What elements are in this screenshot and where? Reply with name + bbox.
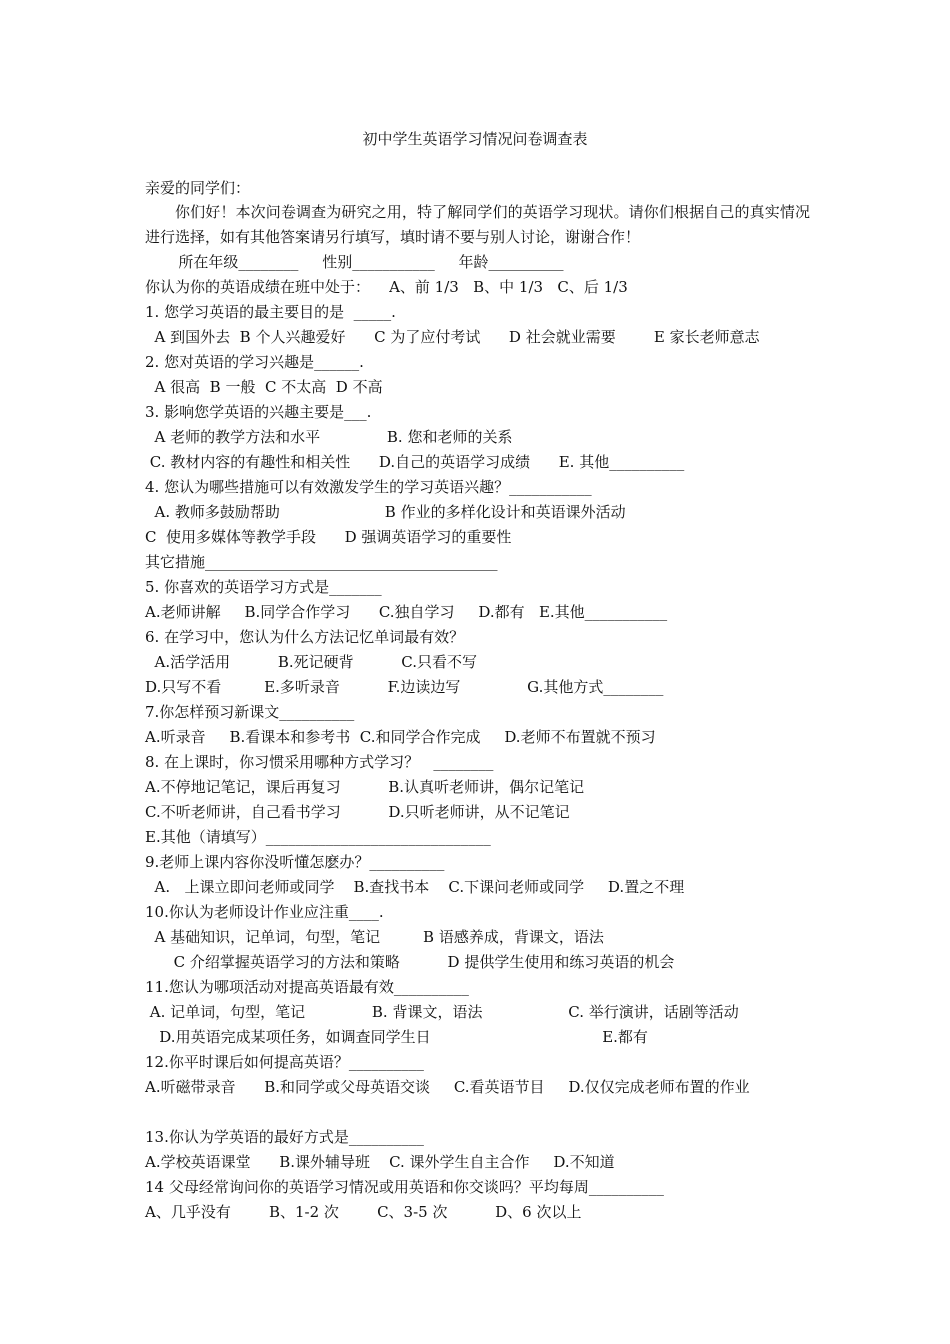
text-line: A 很高 B 一般 C 不太高 D 不高 (145, 378, 383, 396)
text-line: 所在年级________ 性别___________ 年龄__________ (145, 253, 564, 271)
text-line: A. 记单词，句型，笔记 B. 背课文，语法 C. 举行演讲，话剧等活动 (145, 1003, 739, 1021)
text-line: C.不听老师讲，自己看书学习 D.只听老师讲，从不记笔记 (145, 803, 570, 821)
text-line: 你认为你的英语成绩在班中处于： A、前 1/3 B、中 1/3 C、后 1/3 (145, 278, 628, 296)
text-line: A.听录音 B.看课本和参考书 C.和同学合作完成 D.老师不布置就不预习 (145, 728, 656, 746)
text-line: D.只写不看 E.多听录音 F.边读边写 G.其他方式________ (145, 678, 664, 696)
text-line: A.老师讲解 B.同学合作学习 C.独自学习 D.都有 E.其他___________ (145, 603, 668, 621)
text-line: 6. 在学习中，您认为什么方法记忆单词最有效？ (145, 628, 465, 646)
text-line: C. 教材内容的有趣性和相关性 D.自己的英语学习成绩 E. 其他__________ (145, 453, 685, 471)
text-line: A、几乎没有 B、1-2 次 C、3-5 次 D、6 次以上 (145, 1203, 582, 1221)
text-line: A 老师的教学方法和水平 B. 您和老师的关系 (145, 428, 513, 446)
text-line: 2. 您对英语的学习兴趣是______. (145, 353, 364, 371)
text-line: A.听磁带录音 B.和同学或父母英语交谈 C.看英语节目 D.仅仅完成老师布置的作业 (145, 1078, 750, 1096)
text-line: A 基础知识，记单词，句型，笔记 B 语感养成，背课文，语法 (145, 928, 604, 946)
text-line: 14 父母经常询问你的英语学习情况或用英语和你交谈吗？平均每周__________ (145, 1178, 664, 1196)
text-line: 12.你平时课后如何提高英语？__________ (145, 1053, 424, 1071)
text-line: C 使用多媒体等教学手段 D 强调英语学习的重要性 (145, 528, 512, 546)
text-line: 13.你认为学英语的最好方式是__________ (145, 1128, 424, 1146)
text-line: A.学校英语课堂 B.课外辅导班 C. 课外学生自主合作 D.不知道 (145, 1153, 615, 1171)
text-line: 9.老师上课内容你没听懂怎麽办？__________ (145, 853, 445, 871)
text-line: A. 教师多鼓励帮助 B 作业的多样化设计和英语课外活动 (145, 503, 626, 521)
text-line: A.不停地记笔记，课后再复习 B.认真听老师讲，偶尔记笔记 (145, 778, 585, 796)
text-line: 7.你怎样预习新课文__________ (145, 703, 355, 721)
text-line: 11.您认为哪项活动对提高英语最有效__________ (145, 978, 469, 996)
intro-paragraph: 你们好！本次问卷调查为研究之用，特了解同学们的英语学习现状。请你们根据自己的真实情况进行选择，如有其他答案请另行填写，填时请不要与别人讨论，谢谢合作！ (145, 203, 810, 246)
text-line: 4. 您认为哪些措施可以有效激发学生的学习英语兴趣？___________ (145, 478, 592, 496)
text-line: 10.你认为老师设计作业应注重____. (145, 903, 384, 921)
text-line: E.其他（请填写）______________________________ (145, 828, 491, 846)
text-line: 3. 影响您学英语的兴趣主要是___. (145, 403, 372, 421)
text-line: 其它措施_______________________________________ (145, 553, 498, 571)
text-line: C 介绍掌握英语学习的方法和策略 D 提供学生使用和练习英语的机会 (145, 953, 675, 971)
greeting: 亲爱的同学们： (145, 179, 251, 197)
text-line: 1. 您学习英语的最主要目的是 _____. (145, 303, 396, 321)
text-line: A.活学活用 B.死记硬背 C.只看不写 (145, 653, 478, 671)
text-line: A. 上课立即问老师或同学 B.查找书本 C.下课问老师或同学 D.置之不理 (145, 878, 685, 896)
text-line: A 到国外去 B 个人兴趣爱好 C 为了应付考试 D 社会就业需要 E 家长老师意志 (145, 328, 760, 346)
text-line: D.用英语完成某项任务，如调查同学生日 E.都有 (145, 1028, 648, 1046)
document-title: 初中学生英语学习情况问卷调查表 (362, 130, 588, 148)
text-line: 5. 你喜欢的英语学习方式是_______ (145, 578, 382, 596)
text-line: 8. 在上课时，你习惯采用哪种方式学习？ ________ (145, 753, 494, 771)
